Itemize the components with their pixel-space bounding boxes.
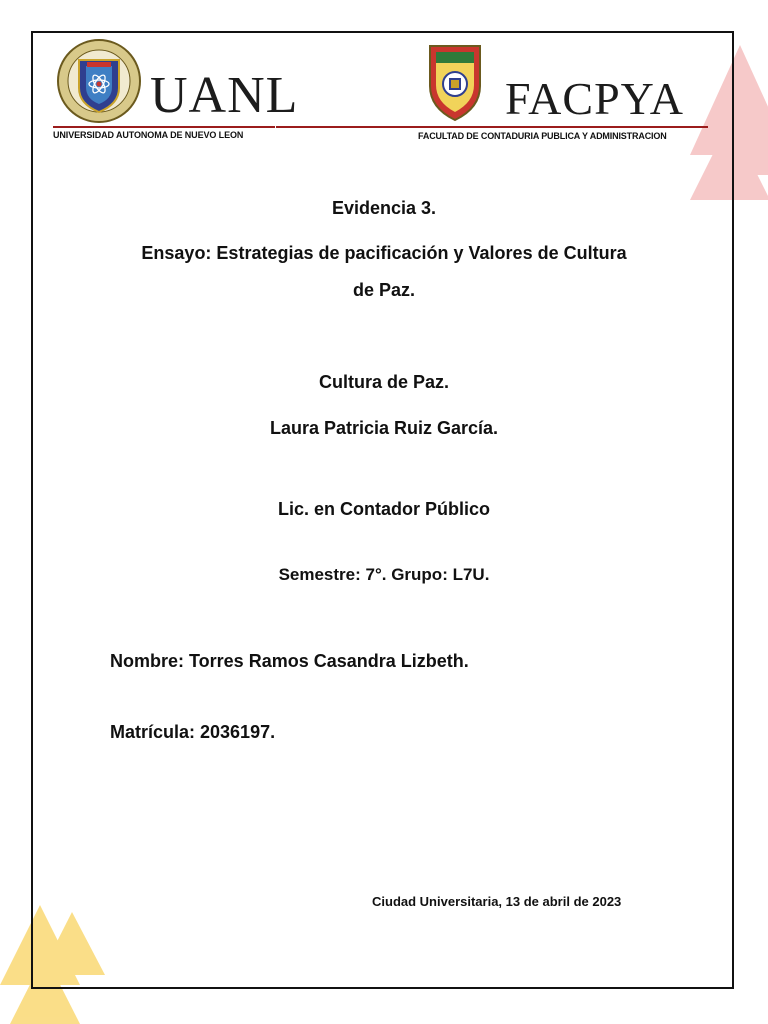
uanl-subtitle: UNIVERSIDAD AUTONOMA DE NUEVO LEON — [53, 130, 244, 140]
student-id: Matrícula: 2036197. — [110, 722, 276, 742]
uanl-wordmark: UANL — [150, 67, 299, 124]
teacher-name: Laura Patricia Ruiz García. — [269, 418, 499, 438]
facpya-divider — [276, 126, 708, 128]
facpya-subtitle: FACULTAD DE CONTADURIA PUBLICA Y ADMINISTRACION — [418, 131, 667, 141]
course-name: Cultura de Paz. — [318, 372, 450, 392]
evidence-title: Evidencia 3. — [331, 198, 437, 218]
essay-title-line1: Ensayo: Estrategias de pacificación y Valores de Cultura — [141, 243, 627, 263]
student-name: Nombre: Torres Ramos Casandra Lizbeth. — [110, 651, 469, 671]
uanl-divider — [53, 126, 275, 128]
essay-title-line2: de Paz. — [352, 280, 416, 300]
place-date: Ciudad Universitaria, 13 de abril de 2023 — [372, 894, 622, 909]
letterhead — [0, 0, 768, 160]
semester-group: Semestre: 7°. Grupo: L7U. — [278, 565, 490, 584]
uanl-crest-icon — [56, 38, 142, 124]
facpya-wordmark: FACPYA — [505, 73, 684, 124]
facpya-crest-icon — [424, 42, 486, 122]
degree-program: Lic. en Contador Público — [277, 499, 490, 519]
